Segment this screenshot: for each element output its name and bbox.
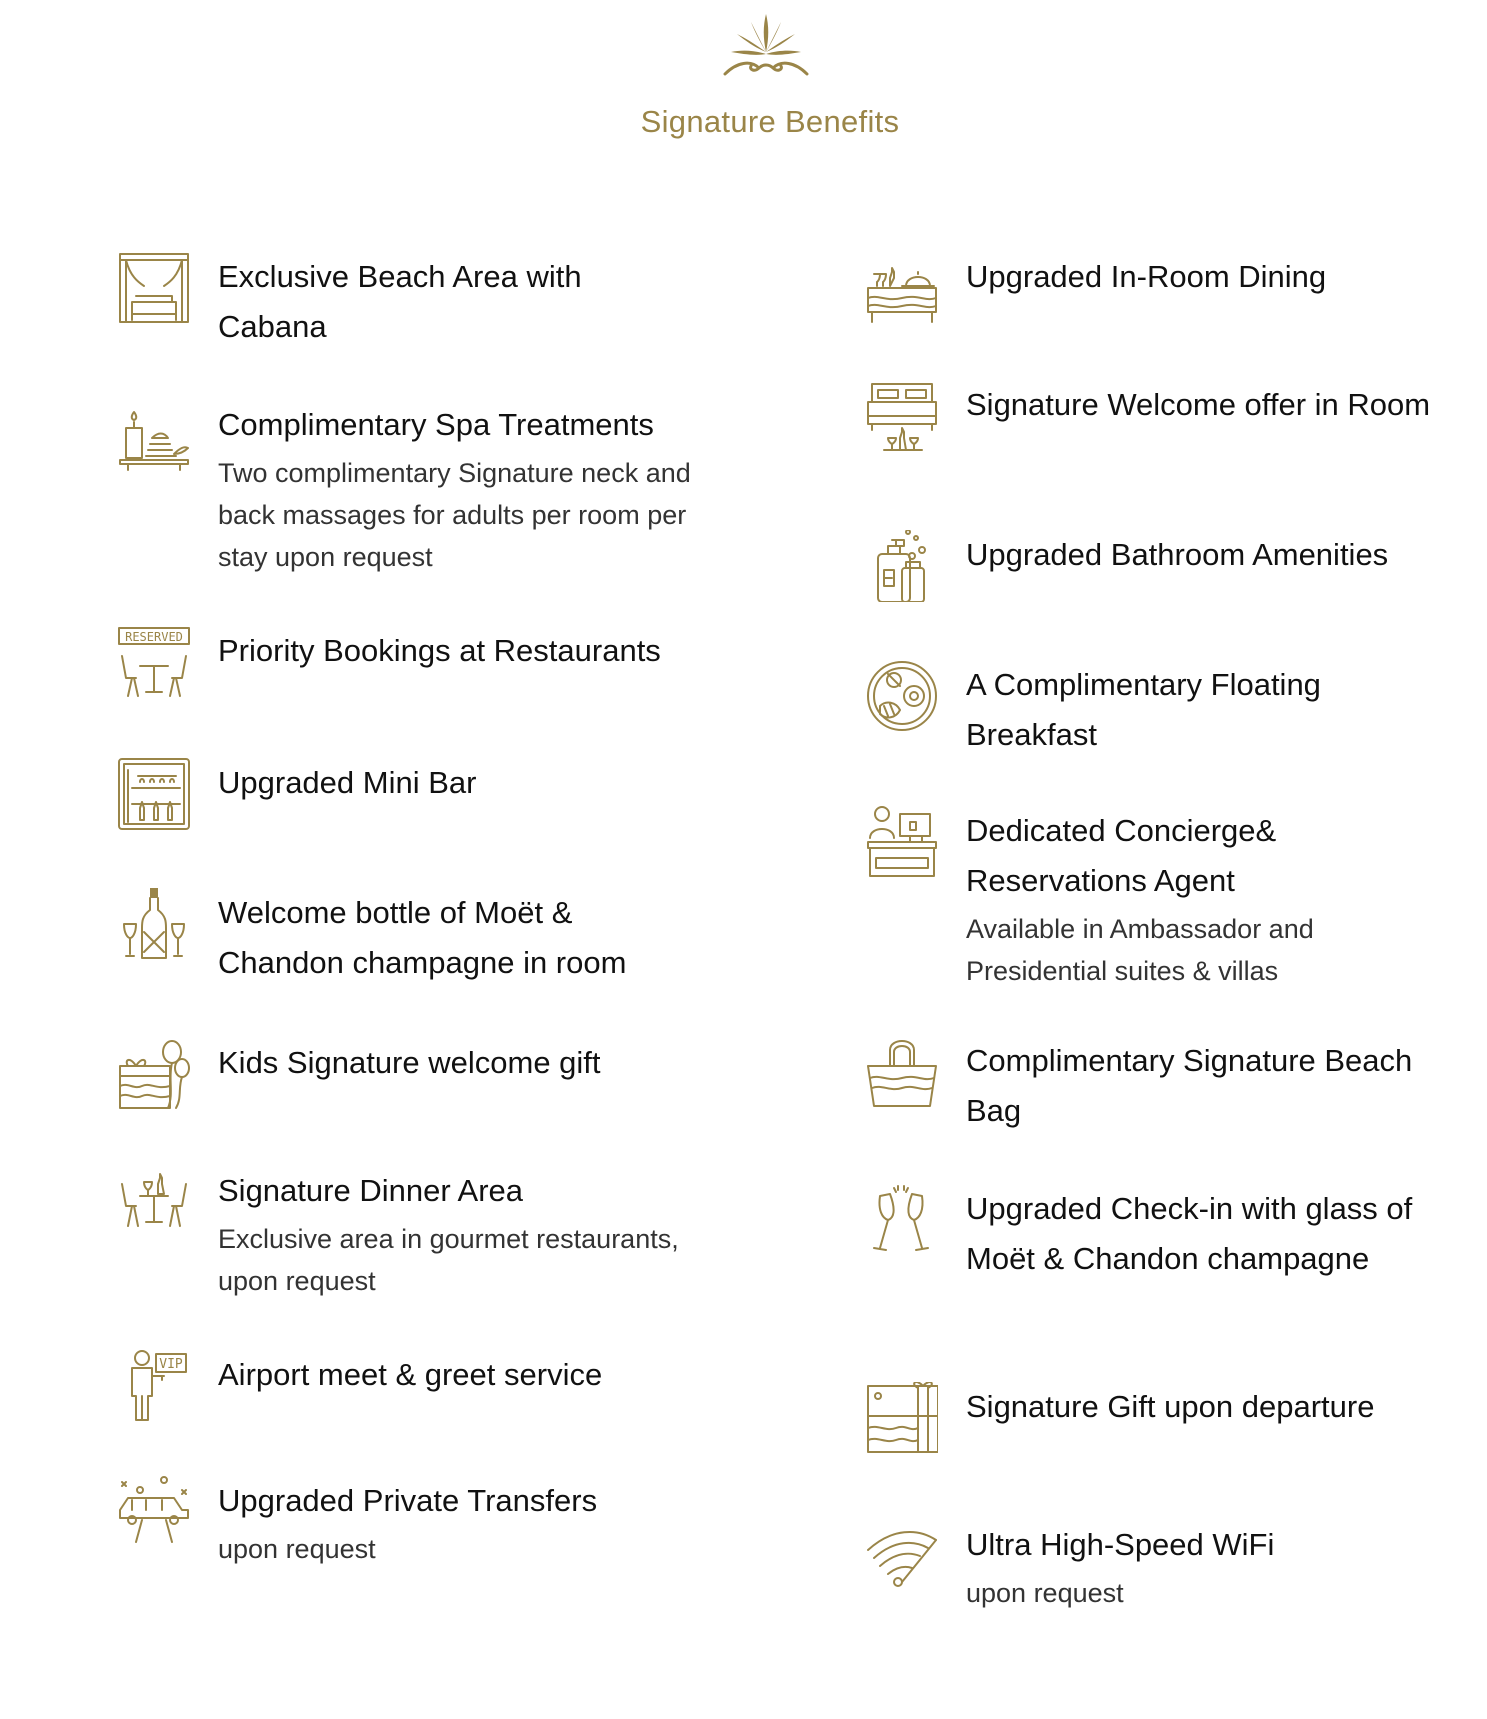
- benefit-title: Upgraded In-Room Dining: [966, 259, 1327, 294]
- kids-gift-balloon-icon: [118, 1038, 190, 1110]
- dinner-table-icon: [118, 1166, 190, 1238]
- bed-welcome-icon: [866, 380, 938, 452]
- departure-gift-icon: [866, 1382, 938, 1454]
- benefit-description: upon request: [966, 1578, 1124, 1608]
- concierge-desk-icon: [866, 806, 938, 878]
- benefit-title: A Complimentary Floating Breakfast: [966, 667, 1321, 752]
- benefit-title: Welcome bottle of Moët & Chandon champagne in room: [218, 895, 627, 980]
- svg-text:RESERVED: RESERVED: [125, 630, 183, 644]
- vip-greeter-icon: [118, 1350, 190, 1422]
- beach-bag-icon: [866, 1036, 938, 1108]
- reserved-table-icon: [118, 626, 190, 698]
- benefit-title: Upgraded Private Transfers: [218, 1483, 598, 1518]
- palm-leaf-logo-icon: [723, 12, 809, 80]
- page-title: Signature Benefits: [640, 104, 900, 139]
- room-service-icon: [866, 252, 938, 324]
- bathroom-amenities-icon: [866, 530, 938, 602]
- benefit-title: Upgraded Bathroom Amenities: [966, 537, 1389, 572]
- benefit-title: Ultra High-Speed WiFi: [966, 1527, 1275, 1562]
- limousine-icon: [118, 1476, 190, 1548]
- benefit-title: Complimentary Spa Treatments: [218, 407, 654, 442]
- beach-cabana-icon: [118, 252, 190, 324]
- floating-breakfast-icon: [866, 660, 938, 732]
- benefit-title: Upgraded Mini Bar: [218, 765, 477, 800]
- benefit-title: Signature Welcome offer in Room: [966, 387, 1431, 422]
- benefit-title: Airport meet & greet service: [218, 1357, 603, 1392]
- benefit-title: Kids Signature welcome gift: [218, 1045, 601, 1080]
- champagne-toast-icon: [866, 1184, 938, 1256]
- benefit-description: Exclusive area in gourmet restaurants, upon request: [218, 1224, 679, 1296]
- benefit-title: Signature Dinner Area: [218, 1173, 524, 1208]
- benefit-description: upon request: [218, 1534, 376, 1564]
- benefit-title: Dedicated Concierge& Reservations Agent: [966, 813, 1277, 898]
- benefit-description: Two complimentary Signature neck and back massages for adults per room per stay upon request: [218, 458, 691, 572]
- benefit-title: Signature Gift upon departure: [966, 1389, 1375, 1424]
- champagne-bottle-icon: [118, 888, 190, 960]
- benefit-title: Exclusive Beach Area with Cabana: [218, 259, 582, 344]
- spa-treatment-icon: [118, 400, 190, 472]
- mini-bar-icon: [118, 758, 190, 830]
- benefit-title: Complimentary Signature Beach Bag: [966, 1043, 1413, 1128]
- benefit-description: Available in Ambassador and Presidential suites & villas: [966, 914, 1314, 986]
- benefit-title: Priority Bookings at Restaurants: [218, 633, 661, 668]
- wifi-icon: [866, 1520, 938, 1592]
- benefit-title: Upgraded Check-in with glass of Moët & Chandon champagne: [966, 1191, 1413, 1276]
- svg-text:VIP: VIP: [159, 1357, 183, 1372]
